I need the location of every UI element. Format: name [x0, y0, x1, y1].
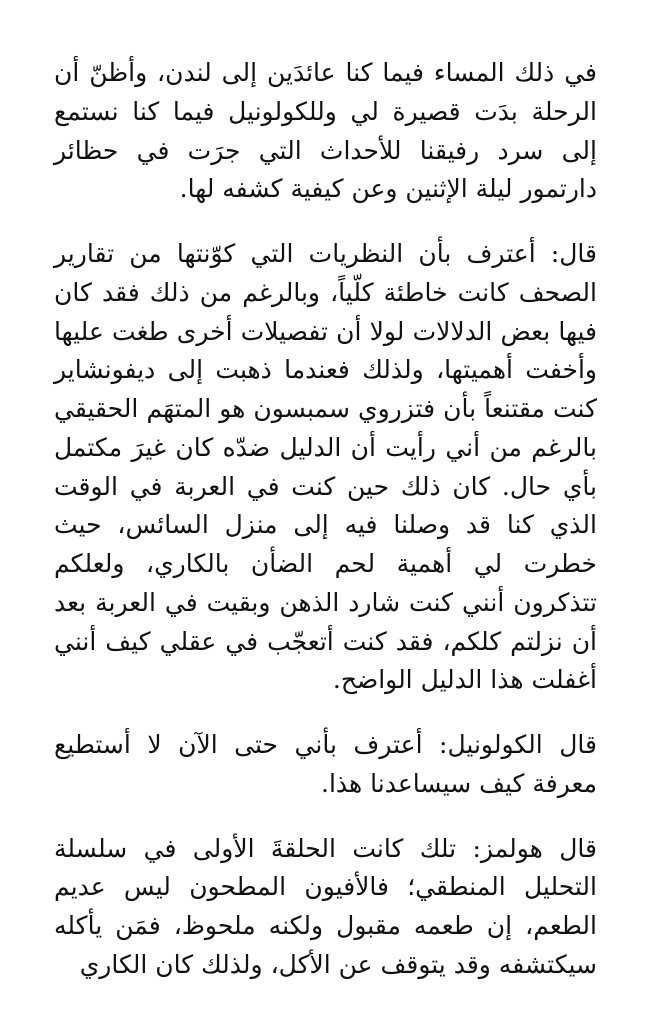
paragraph-holmes-confession: قال: أعترف بأن النظريات التي كوّنتها من تقارير الصحف كانت خاطئة كلّياً، وبالرغم من ذلك فقد كان فيها بعض الدلالات لولا أن تفصيلات أخرى طغت عليها وأخفت أهميتها، ولذلك فعندما ذهبت إلى ديفونشاير كنت مقتنعاً بأن فتزروي سمبسون هو المتهَم الحقيقي بالرغم من أني رأيت أن الدليل ضدّه كان غيرَ مكتمل بأي حال. كان ذلك حين كنت في العربة في الوقت الذي كنا قد وصلنا فيه إلى منزل السائس، حيث خطرت لي أهمية لحم الضأن بالكاري، ولعلكم تتذكرون أنني كنت شارد الذهن وبقيت في العربة بعد أن نزلتم كلكم، فقد كنت أتعجّب في عقلي كيف أنني أغفلت هذا الدليل الواضح. — [54, 239, 597, 695]
paragraph-return-journey: في ذلك المساء فيما كنا عائدَين إلى لندن، وأظنّ أن الرحلة بدَت قصيرة لي وللكولونيل فيما كنا نستمع إلى سرد رفيقنا للأحداث التي جرَت في حظائر دارتمور ليلة الإثنين وعن كيفية كشفه لها. — [54, 58, 597, 204]
book-page — [54, 54, 597, 1011]
paragraph-colonel-reply: قال الكولونيل: أعترف بأني حتى الآن لا أستطيع معرفة كيف سيساعدنا هذا. — [54, 730, 597, 798]
paragraph-holmes-reasoning: قال هولمز: تلك كانت الحلقةَ الأولى في سلسلة التحليل المنطقي؛ فالأفيون المطحون ليس عديم الطعم، إن طعمه مقبول ولكنه ملحوظ، فمَن يأكله سيكتشفه وقد يتوقف عن الأكل، ولذلك كان الكاري — [54, 833, 597, 979]
